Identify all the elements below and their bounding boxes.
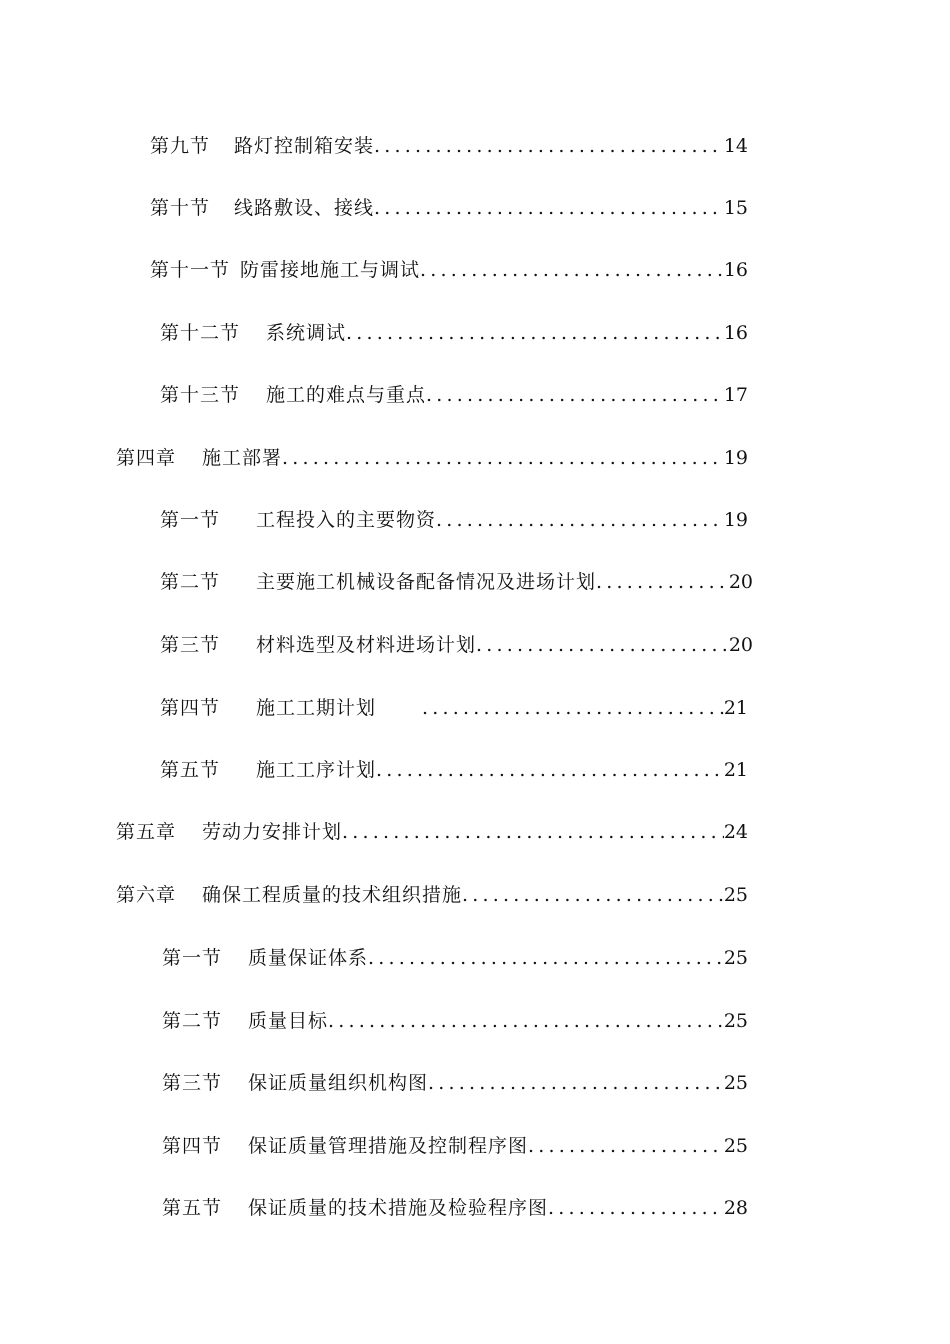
toc-entry-page: 25: [723, 1072, 748, 1094]
toc-entry-page: 25: [723, 884, 748, 906]
toc-leader-dots: [368, 943, 724, 973]
toc-leader-dots: [376, 755, 724, 785]
toc-entry-label: 第二节: [160, 571, 221, 593]
toc-entry-page: 21: [723, 759, 748, 781]
toc-entry: [162, 943, 748, 973]
toc-entry-page: 15: [723, 197, 748, 219]
toc-leader-dots: [428, 1068, 724, 1098]
toc-entry-label: 第六章: [116, 884, 177, 906]
toc-entry-label: 第五章: [116, 821, 177, 843]
toc-entry-label: 第一节: [160, 509, 221, 531]
toc-entry: [150, 193, 748, 223]
toc-entry-title: 保证质量组织机构图: [248, 1072, 429, 1094]
toc-entry-page: 20: [728, 634, 753, 656]
toc-leader-dots: [374, 131, 724, 161]
toc-entry-page: 14: [723, 135, 748, 157]
toc-entry: [160, 318, 748, 348]
toc-entry-label: 第五节: [162, 1197, 223, 1219]
toc-chapter-entry: [116, 817, 748, 847]
toc-entry: [160, 567, 753, 597]
toc-entry-label: 第十节: [150, 197, 211, 219]
toc-entry-title: 施工工期计划: [256, 697, 377, 719]
toc-entry-title: 防雷接地施工与调试: [240, 259, 421, 281]
toc-entry: [162, 1006, 748, 1036]
toc-entry-title: 工程投入的主要物资: [256, 509, 437, 531]
toc-entry-title: 施工部署: [202, 447, 283, 469]
toc-entry-page: 19: [723, 447, 748, 469]
toc-leader-dots: [342, 817, 724, 847]
toc-leader-dots: [422, 693, 724, 723]
toc-entry-label: 第四章: [116, 447, 177, 469]
toc-leader-dots: [476, 630, 729, 660]
toc-leader-dots: [528, 1131, 724, 1161]
toc-entry-label: 第一节: [162, 947, 223, 969]
toc-entry-page: 16: [723, 322, 748, 344]
toc-entry-title: 确保工程质量的技术组织措施: [202, 884, 463, 906]
toc-leader-dots: [462, 880, 724, 910]
toc-entry-page: 19: [723, 509, 748, 531]
toc-entry: [162, 1068, 748, 1098]
toc-entry-title: 材料选型及材料进场计划: [256, 634, 477, 656]
toc-chapter-entry: [116, 443, 748, 473]
toc-entry-page: 16: [723, 259, 748, 281]
toc-entry-title: 施工工序计划: [256, 759, 377, 781]
toc-leader-dots: [282, 443, 724, 473]
toc-entry: [160, 380, 748, 410]
toc-entry-page: 21: [723, 697, 748, 719]
toc-entry-label: 第十二节: [160, 322, 241, 344]
toc-entry-label: 第四节: [162, 1135, 223, 1157]
toc-entry-page: 25: [723, 1135, 748, 1157]
toc-entry: [150, 255, 748, 285]
toc-leader-dots: [596, 567, 729, 597]
toc-entry-page: 24: [723, 821, 748, 843]
toc-entry-title: 保证质量管理措施及控制程序图: [248, 1135, 529, 1157]
toc-entry: [160, 693, 748, 723]
toc-entry: [160, 630, 753, 660]
toc-entry: [160, 505, 748, 535]
toc-entry-label: 第十三节: [160, 384, 241, 406]
toc-entry-title: 质量目标: [248, 1010, 329, 1032]
toc-entry-title: 线路敷设、接线: [234, 197, 375, 219]
toc-entry-label: 第九节: [150, 135, 211, 157]
toc-entry: [162, 1193, 748, 1223]
toc-leader-dots: [328, 1006, 724, 1036]
toc-entry: [160, 755, 748, 785]
toc-entry-label: 第三节: [160, 634, 221, 656]
toc-entry-page: 25: [723, 947, 748, 969]
toc-entry: [150, 131, 748, 161]
toc-entry-title: 保证质量的技术措施及检验程序图: [248, 1197, 549, 1219]
toc-entry-label: 第三节: [162, 1072, 223, 1094]
toc-leader-dots: [426, 380, 724, 410]
toc-entry-page: 25: [723, 1010, 748, 1032]
toc-leader-dots: [548, 1193, 724, 1223]
toc-entry-label: 第四节: [160, 697, 221, 719]
toc-leader-dots: [346, 318, 724, 348]
toc-entry-title: 路灯控制箱安装: [234, 135, 375, 157]
toc-entry: [162, 1131, 748, 1161]
toc-entry-title: 系统调试: [266, 322, 347, 344]
toc-entry-label: 第十一节: [150, 259, 231, 281]
toc-leader-dots: [374, 193, 724, 223]
toc-entry-page: 28: [723, 1197, 748, 1219]
toc-entry-title: 劳动力安排计划: [202, 821, 343, 843]
toc-entry-page: 20: [728, 571, 753, 593]
toc-entry-label: 第二节: [162, 1010, 223, 1032]
toc-entry-title: 质量保证体系: [248, 947, 369, 969]
toc-entry-title: 主要施工机械设备配备情况及进场计划: [256, 571, 597, 593]
toc-chapter-entry: [116, 880, 748, 910]
toc-entry-label: 第五节: [160, 759, 221, 781]
toc-entry-page: 17: [723, 384, 748, 406]
toc-leader-dots: [420, 255, 724, 285]
toc-entry-title: 施工的难点与重点: [266, 384, 427, 406]
toc-leader-dots: [436, 505, 724, 535]
